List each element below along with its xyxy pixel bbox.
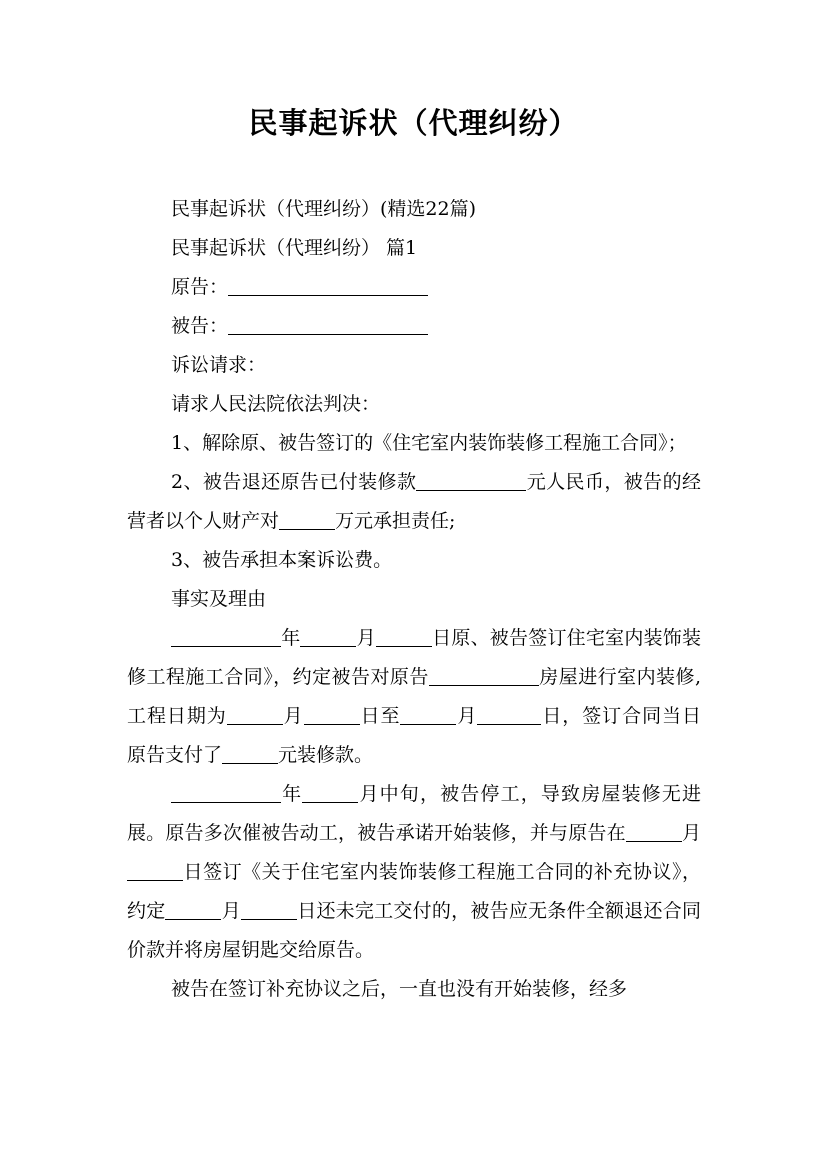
fact-1-text-f: 日至 xyxy=(359,705,401,727)
fact-1-text-i: 元装修款。 xyxy=(278,744,374,766)
document-body xyxy=(127,190,701,1009)
claim-1: 1、解除原、被告签订的《住宅室内装饰装修工程施工合同》； xyxy=(171,432,687,454)
fact-paragraph-3: 被告在签订补充协议之后，一直也没有开始装修，经多 xyxy=(171,978,628,1000)
fact-paragraph-2 xyxy=(127,775,701,970)
house-blank xyxy=(429,667,539,686)
end-month-blank xyxy=(400,706,456,725)
subtitle: 民事起诉状（代理纠纷）(精选22篇) xyxy=(171,198,477,220)
fact-2-text-e: 月 xyxy=(221,900,241,922)
fact-2-text-a: 年 xyxy=(281,783,303,805)
liability-blank xyxy=(279,511,335,530)
end-day-blank xyxy=(477,706,541,725)
deadline-day-blank xyxy=(241,901,297,920)
claims-intro: 请求人民法院依法判决： xyxy=(171,393,381,415)
claims-heading: 诉讼请求： xyxy=(171,354,267,376)
start-month-blank xyxy=(227,706,283,725)
day-blank xyxy=(376,628,432,647)
fact-1-text-b: 月 xyxy=(356,627,376,649)
stop-month-blank xyxy=(302,784,358,803)
fact-2-text-c: 月 xyxy=(681,822,701,844)
claim-2-text-a: 2、被告退还原告已付装修款 xyxy=(171,471,417,493)
plaintiff-label: 原告： xyxy=(171,276,229,298)
claim-3: 3、被告承担本案诉讼费。 xyxy=(171,549,393,571)
claim-2-text-b: 元人民币，被告的经营者以个人财产对 xyxy=(127,471,701,532)
section-heading: 民事起诉状（代理纠纷） 篇1 xyxy=(171,237,418,259)
sign-month-blank xyxy=(626,823,682,842)
fact-1-text-g: 月 xyxy=(456,705,478,727)
fact-1-text-d: 房屋进行室内装修,工程日期为 xyxy=(127,666,701,727)
claim-2-text-c: 万元承担责任; xyxy=(335,510,456,532)
fact-2-text-b: 月中旬，被告停工，导致房屋装修无进展。原告多次催被告动工，被告承诺开始装修，并与原告在 xyxy=(127,783,701,844)
plaintiff-blank xyxy=(228,277,428,296)
month-blank xyxy=(300,628,356,647)
facts-heading: 事实及理由 xyxy=(171,588,267,610)
fact-paragraph-1 xyxy=(127,619,701,775)
start-day-blank xyxy=(304,706,360,725)
fact-2-text-f: 日还未完工交付的，被告应无条件全额退还合同价款并将房屋钥匙交给原告。 xyxy=(127,900,701,961)
sign-day-blank xyxy=(127,862,183,881)
document-title: 民事起诉状（代理纠纷） xyxy=(248,106,579,140)
stop-year-blank xyxy=(171,784,281,803)
deadline-month-blank xyxy=(165,901,221,920)
plaintiff-line xyxy=(127,268,701,307)
defendant-label: 被告： xyxy=(171,315,229,337)
defendant-blank xyxy=(228,316,428,335)
amount-blank xyxy=(416,472,526,491)
payment-blank xyxy=(222,745,278,764)
fact-2-text-d: 日签订《关于住宅室内装饰装修工程施工合同的补充协议》，约定 xyxy=(127,861,701,922)
fact-1-text-c: 日原、被告签订住宅室内装饰装修工程施工合同》，约定被告对原告 xyxy=(127,627,701,688)
year-blank xyxy=(171,628,281,647)
defendant-line xyxy=(127,307,701,346)
claim-2 xyxy=(127,463,701,541)
fact-1-text-e: 月 xyxy=(282,705,304,727)
fact-1-text-h: 日，签订合同当日原告支付了 xyxy=(127,705,701,766)
fact-1-text-a: 年 xyxy=(281,627,301,649)
